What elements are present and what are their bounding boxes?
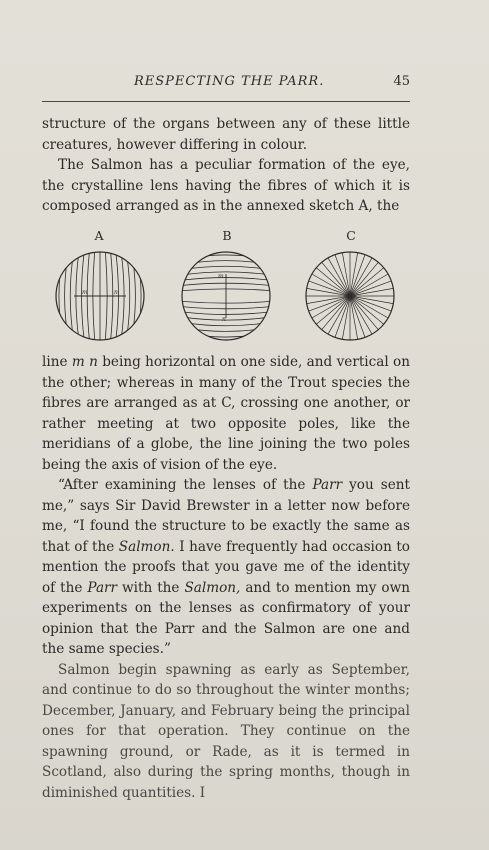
figure-b-lens-diagram: [180, 250, 272, 342]
paragraph-spawning: Salmon begin spawning as early as September, and continue to do so throughout the winter months; December, January, and February being the principal ones for that operation. They continue on the spawning ground, or Rade, as it is termed in Scotland, also during the spring months, though in diminished quantities. I: [42, 661, 410, 801]
running-head: RESPECTING THE PARR.: [134, 74, 325, 89]
figure-a-label: A: [94, 228, 104, 243]
paragraph-brewster-quote: “After examining the lenses of the Parr you sent me,” says Sir David Brewster in a letter now before me, “I found the structure to be exactly the same as that of the Salmon. I have frequently had occasion to mention the proofs that you gave me of the identity of the Parr with the Salmon, and to mention my own experiments on the lenses as confirmatory of your opinion that the Parr and the Salmon are one and the same species.”: [42, 477, 410, 657]
figure-a-n-label: n: [114, 289, 118, 296]
page-header: [42, 72, 410, 92]
paragraph-continuation: structure of the organs between any of these little creatures, however differing in colour.: [42, 116, 410, 153]
figure-b-n-label: n: [222, 316, 226, 323]
lens-figures: [54, 228, 394, 353]
figure-a-m-label: m: [82, 289, 88, 296]
figure-c-label: C: [346, 228, 356, 243]
header-rule: [42, 101, 410, 102]
text-block-top: [42, 114, 410, 217]
figure-a-lens-diagram: [54, 250, 146, 342]
figure-c-lens-diagram: [304, 250, 396, 342]
paragraph-salmon-eye: The Salmon has a peculiar formation of the eye, the crystalline lens having the fibres of which it is composed arranged as in the annexed sketch A, the: [42, 157, 410, 214]
figure-b-m-label: m: [218, 273, 224, 280]
figure-b-label: B: [222, 228, 232, 243]
text-block-bottom: [42, 352, 410, 803]
paragraph-trout-fibres: line m n being horizontal on one side, and vertical on the other; whereas in many of the Trout species the fibres are arranged as at C, crossing one another, or rather meeting at two opposite poles, like the meridians of a globe, the line joining the two poles being the axis of vision of the eye.: [42, 354, 410, 473]
page-number: 45: [393, 74, 410, 89]
